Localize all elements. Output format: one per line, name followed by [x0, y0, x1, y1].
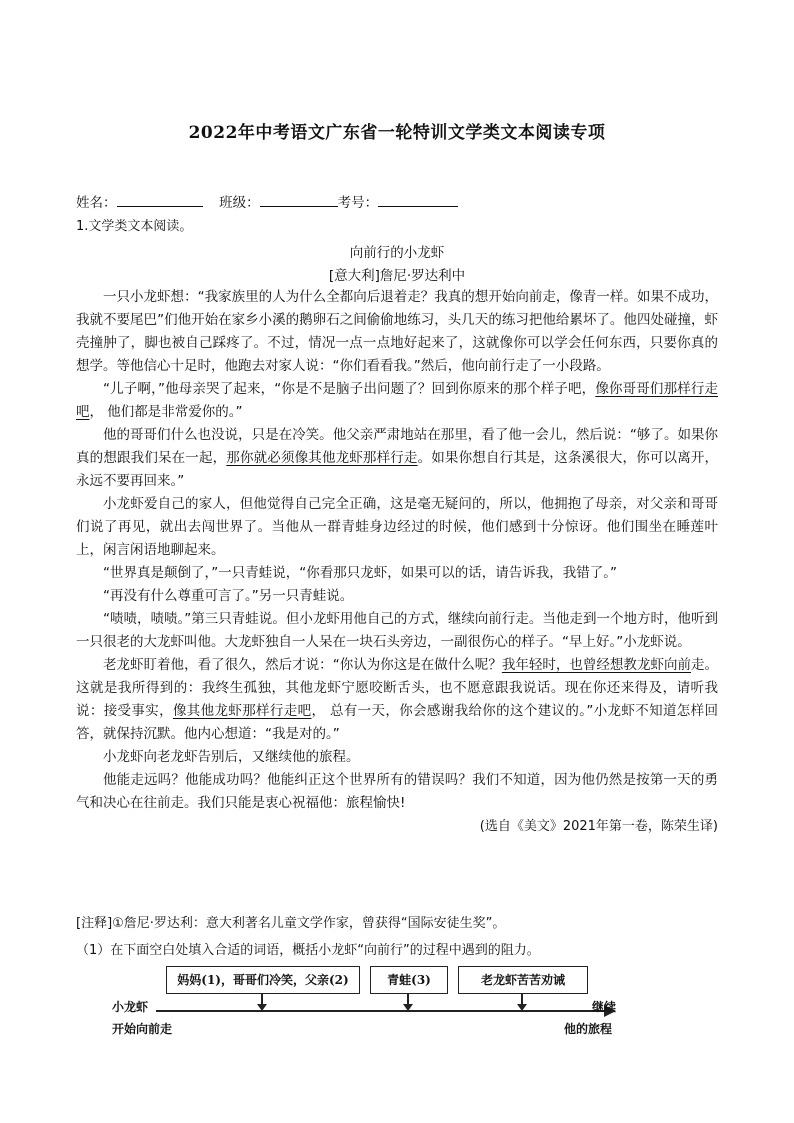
passage-body [76, 286, 718, 838]
text: ， 他们都是非常爱你的。” [89, 404, 243, 420]
name-blank[interactable] [117, 194, 203, 207]
paragraph: 一只小龙虾想：“我家族里的人为什么全都向后退着走？我真的想开始向前走，像青一样。如果不成功，我就不要尾巴”们他开始在家乡小溪的鹅卵石之间偷偷地练习，头几天的练习把他给累坏了。他四处碰撞，虾壳撞肿了，脚也被自己踩疼了。不过，情况一点一点地好起来了，这就像你可以学会任何东西，只要你真的想学。等他信心十足时，他跑去对家人说：“你们看看我。”然后，他向前行走了一小段路。 [76, 289, 718, 374]
passage-author: [意大利]詹尼·罗达利中 [328, 268, 466, 284]
text: 老龙虾盯着他，看了很久，然后才说：“你认为你这是在做什么呢？ [103, 657, 502, 673]
name-label: 姓名： [76, 195, 117, 211]
diagram-box-family: 妈妈(1)，哥哥们冷笑，父亲(2) [166, 966, 360, 994]
start-label-line1: 小龙虾 [112, 1000, 149, 1014]
paragraph: “再没有什么尊重可言了。”另一只青蛙说。 [103, 588, 354, 604]
number-label: 考号： [337, 195, 379, 211]
paragraph: 他能走远吗？他能成功吗？他能纠正这个世界所有的错误吗？我们不知道，因为他仍然是按第一天的勇气和决心在往前走。我们只能是衷心祝福他：旅程愉快! [76, 772, 718, 811]
annotation-note: [注释]①詹尼·罗达利：意大利著名儿童文学作家，曾获得“国际安徒生奖”。 [76, 916, 506, 931]
student-info-line [76, 191, 458, 211]
obstacle-diagram [112, 962, 642, 1042]
text: 他的哥哥们什么也没说，只是在冷笑。他父亲严肃地站在那里，看了他一会儿，然后说：“够了。如果你真的想跟我们呆在一起， [76, 427, 718, 466]
paragraph: “啧啧，啧啧。”第三只青蛙说。但小龙虾用他自己的方式，继续向前行走。当他走到一个地方时，他听到一只很老的大龙虾叫他。大龙虾独自一人呆在一块石头旁边，一副很伤心的样子。“早上好。”小龙虾说。 [76, 611, 718, 650]
paragraph [76, 424, 718, 493]
text: ， 总有一天，你会感谢我给你的这个建议的。”小龙虾不知道怎样回答，就保持沉默。他内心想道：“我是对的。” [76, 703, 719, 742]
diagram-box-frogs: 青蛙(3) [370, 966, 448, 994]
underlined-text: 像你哥哥们那样行走吧 [76, 381, 719, 420]
underlined-text: 像其他龙虾那样行走吧 [172, 703, 312, 719]
diagram-box-old-lobster: 老龙虾苦苦劝诫 [458, 966, 588, 994]
class-blank[interactable] [260, 194, 338, 207]
paragraph: 小龙虾爱自己的家人，但他觉得自己完全正确，这是毫无疑问的，所以，他拥抱了母亲，对父亲和哥哥们说了再见，就出去闯世界了。当他从一群青蛙身边经过的时候，他们感到十分惊讶。他们围坐在睡莲叶上，闲言闲语地聊起来。 [76, 496, 718, 558]
timeline-axis [156, 1010, 606, 1012]
paragraph [76, 378, 718, 424]
paragraph [76, 654, 718, 746]
text: “儿子啊，”他母亲哭了起来，“你是不是脑子出问题了？回到你原来的那个样子吧， [103, 381, 596, 397]
end-label-line2: 他的旅程 [564, 1022, 613, 1036]
text: 走。这就是我所得到的：我终生孤独，其他龙虾宁愿咬断舌头，也不愿意跟我说话。现在你还来得及，请听我说：接受事实， [76, 657, 718, 719]
number-blank[interactable] [378, 194, 458, 207]
passage-title: 向前行的小龙虾 [349, 245, 445, 261]
underlined-text: 我年轻时，也曾经想教龙虾向前 [501, 657, 691, 673]
class-label: 班级： [219, 195, 260, 211]
subquestion-1: （1）在下面空白处填入合适的词语，概括小龙虾“向前行”的过程中遇到的阻力。 [76, 943, 540, 958]
start-label-line2: 开始向前走 [112, 1022, 173, 1036]
paragraph: 小龙虾向老龙虾告别后，又继续他的旅程。 [103, 749, 360, 765]
question-intro: 1.文学类文本阅读。 [76, 219, 193, 234]
end-label-line1: 继续 [592, 1000, 617, 1014]
page-title: 2022年中考语文广东省一轮特训文学类文本阅读专项 [188, 123, 606, 143]
text: 。如果你想自行其是，这条溪很大，你可以离开，永远不要再回来。” [76, 450, 719, 489]
underlined-text: 那你就必须像其他龙虾那样行走 [226, 450, 418, 466]
paragraph: “世界真是颠倒了，”一只青蛙说，“你看那只龙虾，如果可以的话，请告诉我，我错了。” [103, 565, 617, 581]
passage-source: (选自《美文》2021年第一卷，陈荣生译) [479, 819, 718, 834]
